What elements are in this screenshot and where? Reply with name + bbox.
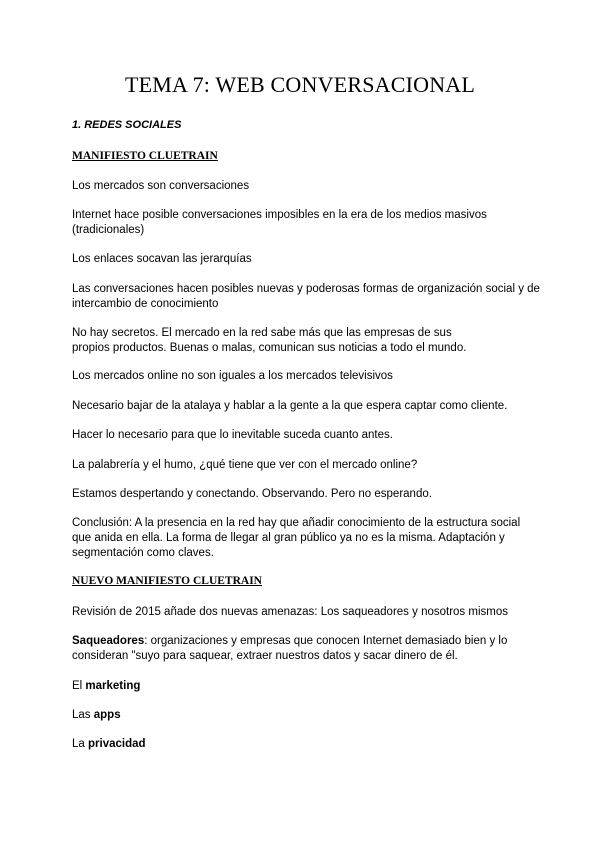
manifesto-point: Los mercados online no son iguales a los mercados televisivos [72,370,393,382]
revision-paragraph: Revisión de 2015 añade dos nuevas amenazas: Los saqueadores y nosotros mismos [72,606,508,618]
manifesto-point: Los enlaces socavan las jerarquías [72,253,252,265]
manifesto-point: Las conversaciones hacen posibles nuevas y poderosas formas de organización social y de intercambio de conocimiento [72,283,540,310]
manifesto-point: Necesario bajar de la atalaya y hablar a la gente a la que espera captar como cliente. [72,400,508,412]
manifesto-point: Internet hace posible conversaciones imposibles en la era de los medios masivos (tradicionales) [72,209,487,236]
list-item [72,737,532,752]
item-prefix: Las [72,709,94,721]
manifesto-point: Los mercados son conversaciones [72,180,250,192]
section-heading: 1. REDES SOCIALES [72,119,182,131]
new-manifesto-heading: NUEVO MANIFIESTO CLUETRAIN [72,575,262,587]
manifesto-point: No hay secretos. El mercado en la red sabe más que las empresas de sus propios productos. Buenas o malas, comunican sus noticias a todo el mundo. [72,327,467,354]
manifesto-point: Estamos despertando y conectando. Observando. Pero no esperando. [72,488,432,500]
item-term: privacidad [88,738,146,750]
saqueadores-definition: : organizaciones y empresas que conocen Internet demasiado bien y lo consideran "suyo para saquear, extraer nuestros datos y sacar dinero de él. [72,635,508,662]
manifesto-heading: MANIFIESTO CLUETRAIN [72,150,218,162]
item-prefix: La [72,738,88,750]
manifesto-point: La palabrería y el humo, ¿qué tiene que ver con el mercado online? [72,459,418,471]
list-item [72,708,532,723]
item-term: apps [93,709,121,721]
conclusion-paragraph: Conclusión: A la presencia en la red hay que añadir conocimiento de la estructura social que anida en ella. La forma de llegar al gran público ya no es la misma. Adaptación y segmentación como claves. [72,517,521,559]
manifesto-point: Hacer lo necesario para que lo inevitable suceda cuanto antes. [72,429,393,441]
saqueadores-paragraph [72,634,512,664]
saqueadores-term: Saqueadores [72,635,145,647]
item-prefix: El [72,680,86,692]
document-title: TEMA 7: WEB CONVERSACIONAL [124,72,476,97]
list-item [72,679,532,694]
item-term: marketing [85,680,141,692]
